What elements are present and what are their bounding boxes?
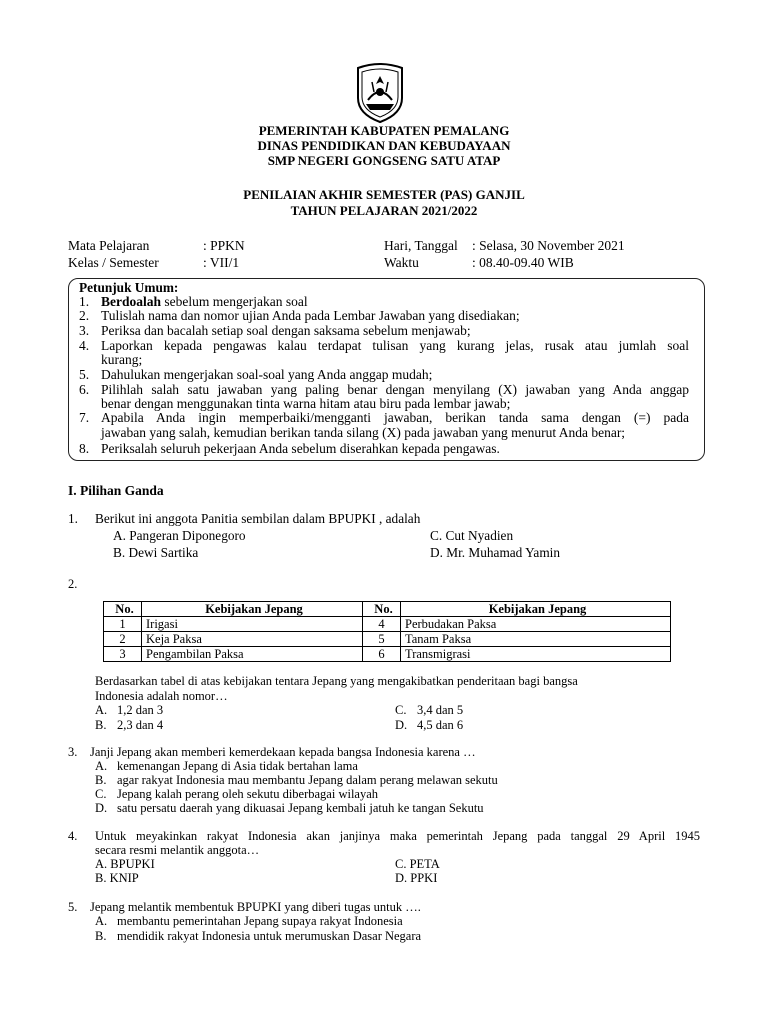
instruction-number: 7. (79, 410, 90, 425)
instruction-item: Periksa dan bacalah setiap soal dengan saksama sebelum menjawab; (101, 323, 471, 338)
table-header: Kebijakan Jepang (142, 602, 363, 617)
table-cell: 5 (363, 632, 401, 647)
option-b: 2,3 dan 4 (117, 718, 164, 732)
table-cell: 4 (363, 617, 401, 632)
option-d-letter: D. (395, 718, 408, 732)
table-cell: Pengambilan Paksa (142, 647, 363, 662)
table-row (104, 647, 671, 662)
option-c: 3,4 dan 5 (417, 703, 464, 717)
instructions-box (68, 278, 705, 461)
option-a: 1,2 dan 3 (117, 703, 164, 717)
option-c-letter: C. (395, 703, 407, 717)
option-c: C. PETA (395, 857, 440, 871)
option-text: Jepang kalah perang oleh sekutu diberbagai wilayah (117, 787, 379, 801)
time-value: : 08.40-09.40 WIB (472, 255, 574, 270)
question-text: Berikut ini anggota Panitia sembilan dalam BPUPKI , adalah (95, 511, 421, 526)
date-label: Hari, Tanggal (384, 238, 458, 253)
option-letter: A. (95, 914, 108, 928)
option-c: C. Cut Nyadien (430, 528, 514, 543)
table-cell: 3 (104, 647, 142, 662)
table-header: No. (104, 602, 142, 617)
option-text: membantu pemerintahan Jepang supaya rakyat Indonesia (117, 914, 403, 928)
question-number: 3. (68, 745, 78, 759)
option-b-letter: B. (95, 718, 107, 732)
question-text: Berdasarkan tabel di atas kebijakan tentara Jepang yang mengakibatkan penderitaan bagi bangsa (95, 674, 578, 688)
class-label: Kelas / Semester (68, 255, 159, 270)
option-text: agar rakyat Indonesia mau membantu Jepang dalam perang melawan sekutu (117, 773, 498, 787)
instruction-number: 6. (79, 382, 90, 397)
table-header-row (104, 602, 671, 617)
table-row (104, 617, 671, 632)
table-cell: 6 (363, 647, 401, 662)
pemalang-emblem-icon (354, 62, 406, 124)
option-letter: D. (95, 801, 108, 815)
date-value: : Selasa, 30 November 2021 (472, 238, 625, 253)
table-header: Kebijakan Jepang (401, 602, 671, 617)
instruction-number: 4. (79, 338, 90, 353)
option-a: A. Pangeran Diponegoro (113, 528, 246, 543)
table-cell: 1 (104, 617, 142, 632)
option-d: D. Mr. Muhamad Yamin (430, 545, 561, 560)
instruction-item: Tulislah nama dan nomor ujian Anda pada Lembar Jawaban yang disediakan; (101, 308, 520, 323)
question-number: 2. (68, 577, 78, 591)
instruction-item-cont: jawaban yang salah, kemudian berikan tanda silang (X) pada jawaban yang menurut Anda benar; (101, 425, 626, 440)
subject-value: : PPKN (203, 238, 245, 253)
question-number: 4. (68, 829, 78, 843)
option-d: 4,5 dan 6 (417, 718, 464, 732)
question-text-cont: secara resmi melantik anggota… (95, 843, 260, 857)
question-number: 5. (68, 900, 78, 914)
instruction-bold: Berdoalah (101, 294, 162, 309)
option-letter: B. (95, 929, 107, 943)
instruction-item: Laporkan kepada pengawas kalau terdapat tulisan yang kurang jelas, rusak atau jumlah soal (101, 338, 689, 353)
option-letter: B. (95, 773, 107, 787)
instruction-item: Apabila Anda ingin memperbaiki/mengganti jawaban, berikan tanda sama dengan (=) pada (101, 410, 689, 425)
option-letter: C. (95, 787, 107, 801)
instruction-item-cont: kurang; (101, 352, 143, 367)
option-text: kemenangan Jepang di Asia tidak bertahan lama (117, 759, 358, 773)
table-cell: Tanam Paksa (401, 632, 671, 647)
table-cell: Keja Paksa (142, 632, 363, 647)
table-row (104, 632, 671, 647)
option-b: B. Dewi Sartika (113, 545, 199, 560)
table-cell: Transmigrasi (401, 647, 671, 662)
question-text: Untuk meyakinkan rakyat Indonesia akan janjinya maka pemerintah Jepang pada tanggal 29 April 1945 (95, 829, 700, 843)
instructions-title: Petunjuk Umum: (79, 280, 179, 295)
option-letter: A. (95, 759, 108, 773)
table-cell: Perbudakan Paksa (401, 617, 671, 632)
instruction-number: 1. (79, 294, 90, 309)
option-text: mendidik rakyat Indonesia untuk merumuskan Dasar Negara (117, 929, 422, 943)
header-line-3: SMP NEGERI GONGSENG SATU ATAP (267, 153, 501, 168)
question-text: Janji Jepang akan memberi kemerdekaan kepada bangsa Indonesia karena … (90, 745, 476, 759)
instruction-item: Periksalah seluruh pekerjaan Anda sebelum diserahkan kepada pengawas. (101, 441, 500, 456)
header-line-1: PEMERINTAH KABUPATEN PEMALANG (258, 123, 510, 138)
policy-table (103, 601, 671, 662)
instruction-number: 8. (79, 441, 90, 456)
table-header: No. (363, 602, 401, 617)
instruction-item: Pilihlah salah satu jawaban yang paling benar dengan menyilang (X) jawaban yang Anda anggap (101, 382, 689, 397)
exam-year: TAHUN PELAJARAN 2021/2022 (290, 203, 478, 218)
exam-title: PENILAIAN AKHIR SEMESTER (PAS) GANJIL (243, 187, 525, 202)
subject-label: Mata Pelajaran (68, 238, 150, 253)
instruction-item: Dahulukan mengerjakan soal-soal yang Anda anggap mudah; (101, 367, 433, 382)
option-a: A. BPUPKI (95, 857, 155, 871)
instruction-number: 5. (79, 367, 90, 382)
option-text: satu persatu daerah yang dikuasai Jepang kembali jatuh ke tangan Sekutu (117, 801, 484, 815)
option-a-letter: A. (95, 703, 108, 717)
instruction-number: 3. (79, 323, 90, 338)
class-value: : VII/1 (203, 255, 240, 270)
instruction-item-cont: benar dengan menggunakan tinta warna hitam atau biru pada lembar jawab; (101, 396, 511, 411)
section-title: I. Pilihan Ganda (68, 483, 164, 498)
question-text-cont: Indonesia adalah nomor… (95, 689, 228, 703)
table-cell: Irigasi (142, 617, 363, 632)
option-d: D. PPKI (395, 871, 438, 885)
table-cell: 2 (104, 632, 142, 647)
question-text: Jepang melantik membentuk BPUPKI yang diberi tugas untuk …. (90, 900, 421, 914)
time-label: Waktu (384, 255, 419, 270)
instruction-number: 2. (79, 308, 90, 323)
option-b: B. KNIP (95, 871, 139, 885)
instruction-text: sebelum mengerjakan soal (161, 294, 308, 309)
header-line-2: DINAS PENDIDIKAN DAN KEBUDAYAAN (257, 138, 511, 153)
question-number: 1. (68, 511, 78, 526)
